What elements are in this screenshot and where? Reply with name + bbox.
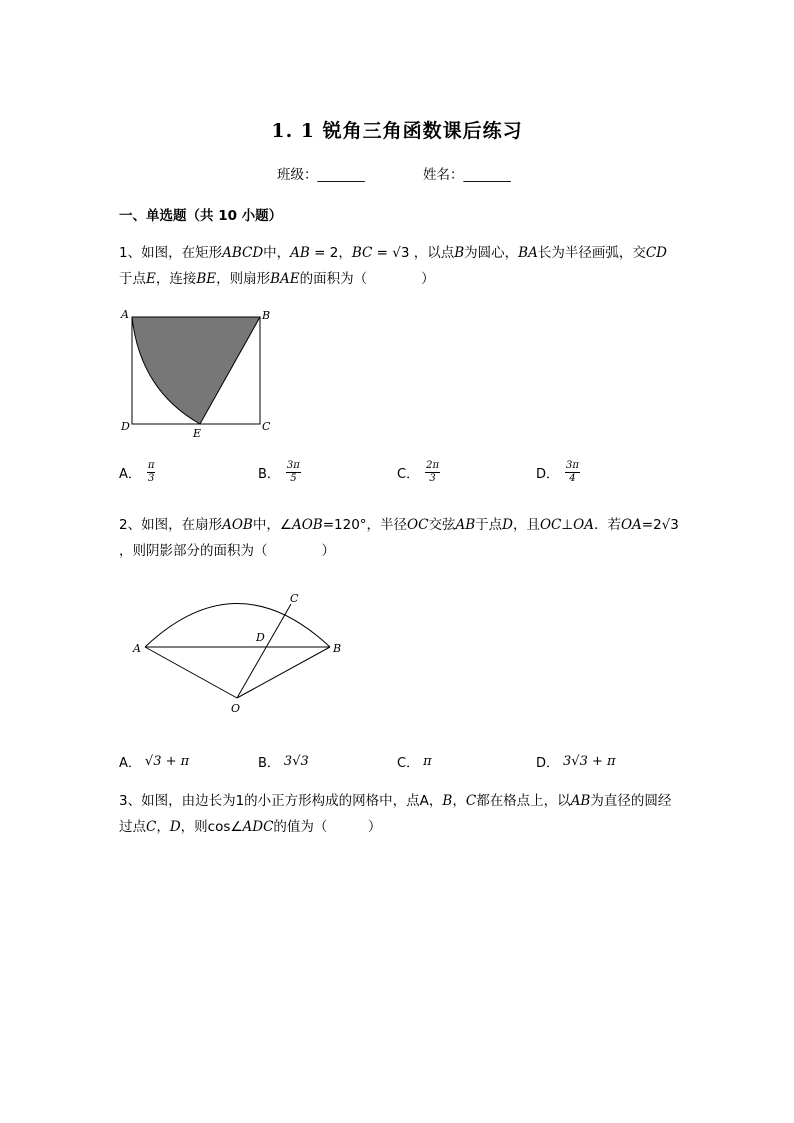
question-2-text: 2、如图，在扇形AOB中，∠AOB=120°，半径OC交弦AB于点D，且OC⊥OA．若OA=2√3 ，则阴影部分的面积为（ ） [119, 517, 679, 559]
label-d: D [121, 420, 130, 433]
q1-option-c[interactable]: C． $\frac{2\pi}{3}$ [397, 460, 440, 484]
section-heading: 一、单选题（共 10 小题） [119, 208, 283, 224]
q1-option-d[interactable]: D． $\frac{3\pi}{4}$ [536, 460, 579, 484]
label-c: C [262, 420, 271, 433]
label-o: O [231, 702, 241, 715]
class-field: 班级：_______ [277, 167, 365, 183]
arc-ab [145, 604, 330, 648]
label-a: A [133, 642, 141, 655]
q2-option-d[interactable]: D． 3√3 + π [536, 754, 616, 771]
q2-option-a[interactable]: A． √3 + π [119, 754, 190, 771]
label-a: A [121, 308, 129, 321]
question-2-figure [125, 582, 355, 717]
q2-option-c[interactable]: C． π [397, 754, 432, 771]
label-b: B [262, 309, 271, 322]
page-title: 1. 1 锐角三角函数课后练习 [271, 120, 523, 142]
q1-option-b[interactable]: B． $\frac{3\pi}{5}$ [258, 460, 300, 484]
question-3-text: 3、如图，由边长为1的小正方形构成的网格中，点A，B，C都在格点上，以AB为直径的圆经过点C，D，则cos∠ADC的值为（ ） [119, 793, 672, 835]
label-d: D [256, 631, 265, 644]
q1-option-a[interactable]: A． $\frac{\pi}{3}$ [119, 460, 155, 484]
label-b: B [333, 642, 342, 655]
label-e: E [193, 427, 202, 440]
question-1-text: 1、如图，在矩形ABCD中，AB = 2，BC = √3 ，以点B为圆心，BA长为半径画弧，交CD于点E，连接BE，则扇形BAE的面积为（ ） [119, 245, 667, 287]
name-field: 姓名：_______ [423, 167, 511, 183]
label-c: C [290, 592, 299, 605]
q2-option-b[interactable]: B． 3√3 [258, 754, 309, 771]
question-1-figure [115, 305, 275, 440]
shaded-sector [132, 317, 260, 424]
